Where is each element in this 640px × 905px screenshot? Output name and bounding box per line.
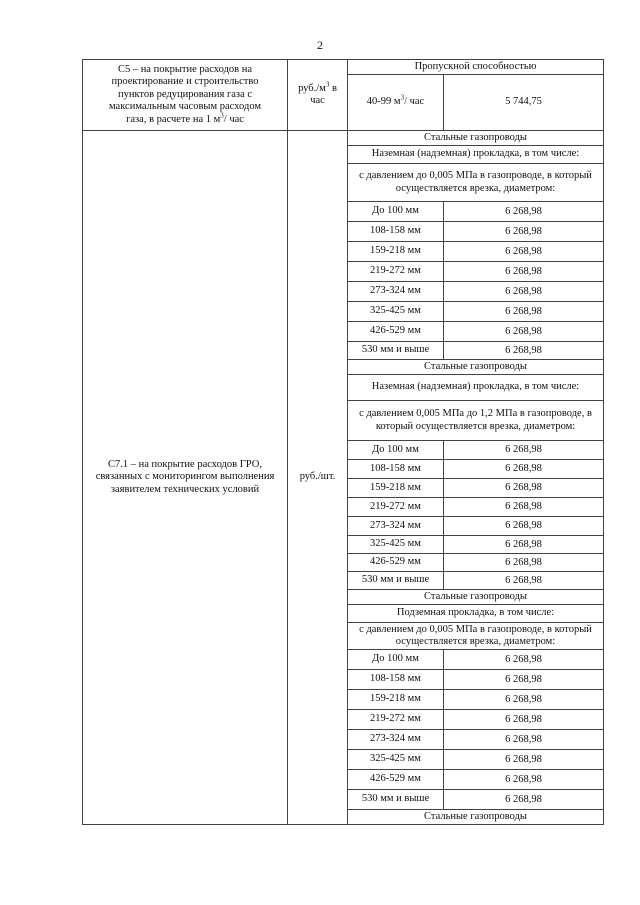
price-cell: 6 268,98 bbox=[444, 690, 604, 710]
c5-description: С5 – на покрытие расходов на проектирование и строительство пунктов редуцирования газа с максимальным часовым расходом газа, в расчете на 1 $м^3/$ час bbox=[83, 60, 288, 131]
diameter-cell: 273-324 мм bbox=[348, 517, 444, 536]
price-cell: 6 268,98 bbox=[444, 498, 604, 517]
price-cell: 6 268,98 bbox=[444, 222, 604, 242]
price-cell: 6 268,98 bbox=[444, 441, 604, 460]
diameter-cell: 159-218 мм bbox=[348, 479, 444, 498]
diameter-cell: 219-272 мм bbox=[348, 498, 444, 517]
pressure-header: с давлением до 0,005 МПа в газопроводе, в который осуществляется врезка, диаметром: bbox=[348, 164, 604, 202]
diameter-cell: 530 мм и выше bbox=[348, 572, 444, 590]
tariff-table bbox=[82, 59, 604, 825]
price-cell: 6 268,98 bbox=[444, 517, 604, 536]
laying-header: Подземная прокладка, в том числе: bbox=[348, 605, 604, 623]
price-cell: 6 268,98 bbox=[444, 242, 604, 262]
c71-description: С7.1 – на покрытие расходов ГРО, связанных с мониторингом выполнения заявителем технических условий bbox=[83, 131, 288, 825]
diameter-cell: До 100 мм bbox=[348, 650, 444, 670]
price-cell: 6 268,98 bbox=[444, 750, 604, 770]
diameter-cell: До 100 мм bbox=[348, 202, 444, 222]
pressure-header: с давлением 0,005 МПа до 1,2 МПа в газопроводе, в который осуществляется врезка, диаметром: bbox=[348, 401, 604, 441]
diameter-cell: 530 мм и выше bbox=[348, 790, 444, 810]
price-cell: 6 268,98 bbox=[444, 650, 604, 670]
page-number: 2 bbox=[317, 38, 323, 52]
price-cell: 6 268,98 bbox=[444, 790, 604, 810]
diameter-cell: 108-158 мм bbox=[348, 670, 444, 690]
laying-header: Наземная (надземная) прокладка, в том числе: bbox=[348, 146, 604, 164]
material-header: Стальные газопроводы bbox=[348, 810, 604, 825]
price-cell: 6 268,98 bbox=[444, 770, 604, 790]
diameter-cell: 273-324 мм bbox=[348, 730, 444, 750]
diameter-cell: До 100 мм bbox=[348, 441, 444, 460]
material-header: Стальные газопроводы bbox=[348, 360, 604, 375]
diameter-cell: 325-425 мм bbox=[348, 536, 444, 554]
diameter-cell: 219-272 мм bbox=[348, 710, 444, 730]
price-cell: 6 268,98 bbox=[444, 460, 604, 479]
price-cell: 6 268,98 bbox=[444, 342, 604, 360]
material-header: Стальные газопроводы bbox=[348, 590, 604, 605]
price-cell: 6 268,98 bbox=[444, 202, 604, 222]
c5-price: 5 744,75 bbox=[444, 75, 604, 131]
price-cell: 6 268,98 bbox=[444, 572, 604, 590]
diameter-cell: 325-425 мм bbox=[348, 302, 444, 322]
c5-range: 40-99 $м^3/$ час bbox=[348, 75, 444, 131]
price-cell: 6 268,98 bbox=[444, 536, 604, 554]
pressure-header: с давлением до 0,005 МПа в газопроводе, в который осуществляется врезка, диаметром: bbox=[348, 623, 604, 650]
diameter-cell: 426-529 мм bbox=[348, 770, 444, 790]
diameter-cell: 426-529 мм bbox=[348, 322, 444, 342]
price-cell: 6 268,98 bbox=[444, 554, 604, 572]
material-header: Стальные газопроводы bbox=[348, 131, 604, 146]
diameter-cell: 219-272 мм bbox=[348, 262, 444, 282]
diameter-cell: 426-529 мм bbox=[348, 554, 444, 572]
diameter-cell: 530 мм и выше bbox=[348, 342, 444, 360]
diameter-cell: 108-158 мм bbox=[348, 222, 444, 242]
price-cell: 6 268,98 bbox=[444, 322, 604, 342]
price-cell: 6 268,98 bbox=[444, 282, 604, 302]
laying-header: Наземная (надземная) прокладка, в том числе: bbox=[348, 375, 604, 401]
price-cell: 6 268,98 bbox=[444, 479, 604, 498]
diameter-cell: 108-158 мм bbox=[348, 460, 444, 479]
price-cell: 6 268,98 bbox=[444, 302, 604, 322]
diameter-cell: 159-218 мм bbox=[348, 242, 444, 262]
price-cell: 6 268,98 bbox=[444, 710, 604, 730]
price-cell: 6 268,98 bbox=[444, 262, 604, 282]
diameter-cell: 273-324 мм bbox=[348, 282, 444, 302]
price-cell: 6 268,98 bbox=[444, 730, 604, 750]
diameter-cell: 325-425 мм bbox=[348, 750, 444, 770]
c71-unit: руб./шт. bbox=[288, 131, 348, 825]
c5-header: Пропускной способностью bbox=[348, 60, 604, 75]
diameter-cell: 159-218 мм bbox=[348, 690, 444, 710]
c5-unit: $руб./м^3$ в час bbox=[288, 60, 348, 131]
price-cell: 6 268,98 bbox=[444, 670, 604, 690]
